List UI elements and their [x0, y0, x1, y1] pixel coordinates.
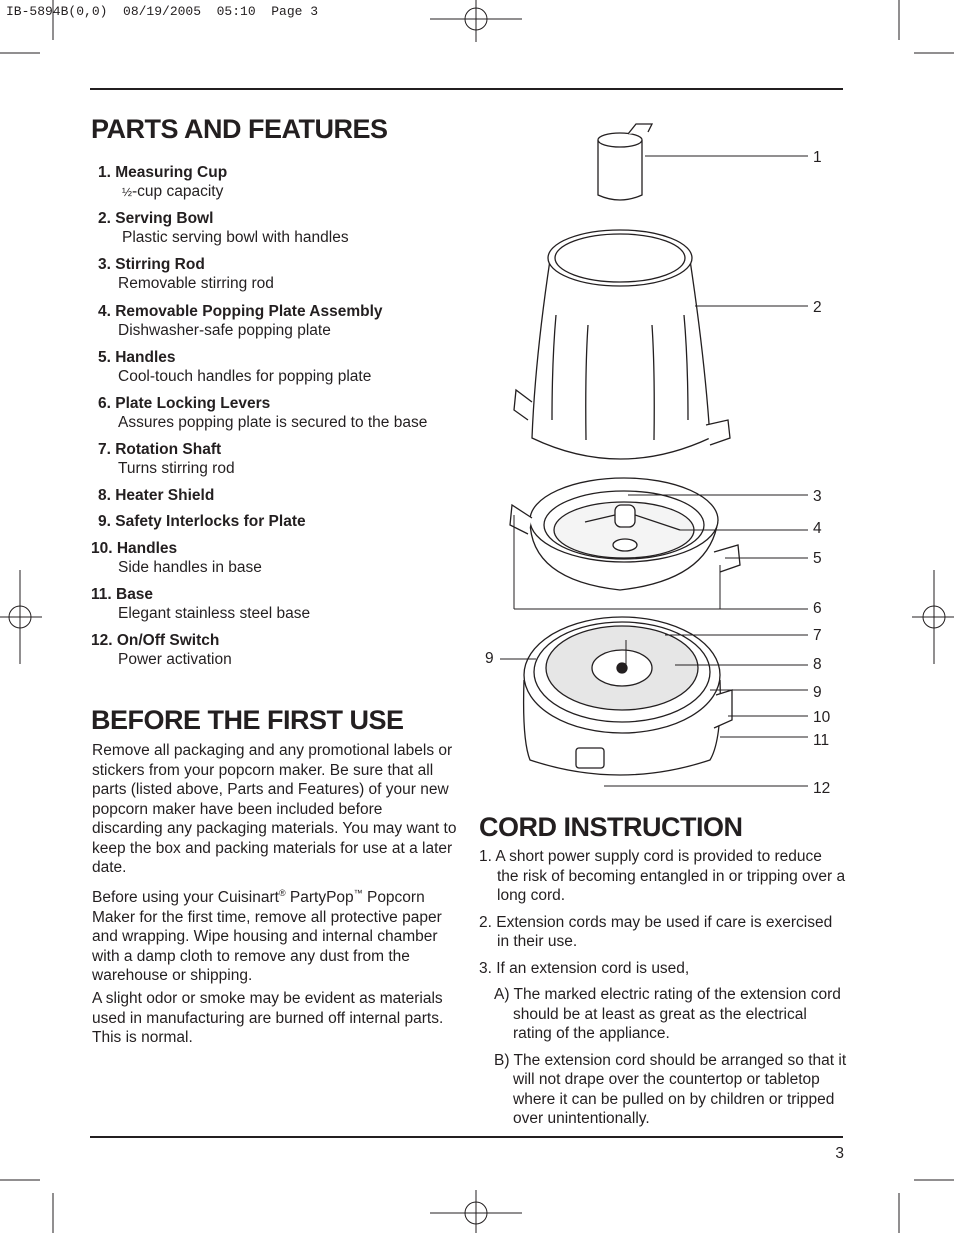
cord-item-3: 3. If an extension cord is used, — [479, 959, 690, 977]
callout-1: 1 — [813, 149, 822, 166]
top-rule — [90, 88, 843, 90]
part-title: 7. Rotation Shaft — [98, 441, 222, 458]
page-number: 3 — [835, 1145, 844, 1162]
part-title: 9. Safety Interlocks for Plate — [98, 513, 306, 530]
callout-10: 10 — [813, 709, 831, 726]
part-item-11 — [91, 585, 310, 623]
part-desc: Elegant stainless steel base — [118, 605, 311, 622]
cord-item-b: B) The extension cord should be arranged so that it will not drape over the countertop or tabletop where it can be pulled on by children or tripped over unintentionally. — [494, 1051, 847, 1127]
part-item-5 — [98, 348, 371, 386]
bottom-rule — [90, 1136, 843, 1138]
print-slug: IB-5894B(0,0) 08/19/2005 05:10 Page 3 — [6, 4, 319, 19]
serving-bowl-illustration — [514, 230, 730, 459]
callout-7: 7 — [813, 627, 822, 644]
cord-list — [479, 847, 847, 1129]
part-title: 3. Stirring Rod — [98, 256, 205, 273]
part-item-8 — [98, 486, 214, 505]
part-title: 6. Plate Locking Levers — [98, 395, 271, 412]
callout-2: 2 — [813, 299, 822, 316]
part-title: 12. On/Off Switch — [91, 632, 220, 649]
before-heading: BEFORE THE FIRST USE — [91, 705, 404, 735]
parts-heading: PARTS AND FEATURES — [91, 114, 388, 144]
part-item-3 — [98, 255, 274, 293]
part-desc: Cool-touch handles for popping plate — [118, 368, 372, 385]
before-paragraph-2: Before using your Cuisinart® PartyPop™ Popcorn Maker for the first time, remove all protective paper and wrapping. Wipe housing and internal chamber with a damp cloth to remove any dust from the warehouse or shipping. — [92, 888, 442, 985]
part-title: 8. Heater Shield — [98, 487, 215, 504]
cord-item-2: 2. Extension cords may be used if care is exercised in their use. — [479, 913, 833, 950]
callout-9: 9 — [813, 684, 822, 701]
part-title: 4. Removable Popping Plate Assembly — [98, 303, 383, 320]
callout-3: 3 — [813, 488, 822, 505]
cord-item-1: 1. A short power supply cord is provided to reduce the risk of becoming entangled in or tripping over a long cord. — [479, 848, 846, 904]
part-desc: Turns stirring rod — [118, 460, 235, 477]
part-desc: Plastic serving bowl with handles — [122, 229, 349, 246]
cord-heading: CORD INSTRUCTION — [479, 812, 743, 842]
part-title: 2. Serving Bowl — [98, 210, 214, 227]
part-title: 11. Base — [91, 586, 154, 603]
callout-5: 5 — [813, 550, 822, 567]
part-desc: Dishwasher-safe popping plate — [118, 322, 331, 339]
before-paragraph-3: A slight odor or smoke may be evident as materials used in manufacturing are burned off internal parts. This is normal. — [92, 990, 444, 1046]
base-illustration — [524, 617, 732, 775]
part-desc: Side handles in base — [118, 559, 262, 576]
part-item-2 — [98, 209, 349, 247]
part-desc: Power activation — [118, 651, 232, 668]
callout-12: 12 — [813, 780, 831, 797]
callout-6: 6 — [813, 600, 822, 617]
popcorn-maker-exploded-diagram — [470, 120, 850, 800]
part-item-6 — [98, 394, 427, 432]
part-item-9 — [98, 512, 306, 531]
part-item-1 — [98, 163, 227, 202]
before-paragraph-1: Remove all packaging and any promotional labels or stickers from your popcorn maker. Be sure that all parts (listed above, Parts and Features) of your new popcorn maker have been included before discarding any packaging materials. You may want to keep the box and packing materials for use at a later date. — [92, 742, 457, 876]
callout-4: 4 — [813, 520, 822, 537]
part-desc: ½-cup capacity — [122, 183, 224, 200]
part-item-12 — [91, 631, 232, 669]
part-item-10 — [91, 539, 262, 577]
part-title: 10. Handles — [91, 540, 178, 557]
part-desc: Assures popping plate is secured to the base — [118, 414, 428, 431]
callout-11: 11 — [813, 732, 830, 749]
part-item-7 — [98, 440, 235, 478]
part-desc: Removable stirring rod — [118, 275, 274, 292]
part-title: 5. Handles — [98, 349, 176, 366]
measuring-cup-illustration — [598, 124, 652, 200]
callout-9-left: 9 — [485, 650, 494, 667]
callout-8: 8 — [813, 656, 822, 673]
cord-item-a: A) The marked electric rating of the extension cord should be at least as great as the electrical rating of the appliance. — [494, 986, 841, 1042]
part-title: 1. Measuring Cup — [98, 164, 228, 181]
part-item-4 — [98, 302, 383, 340]
